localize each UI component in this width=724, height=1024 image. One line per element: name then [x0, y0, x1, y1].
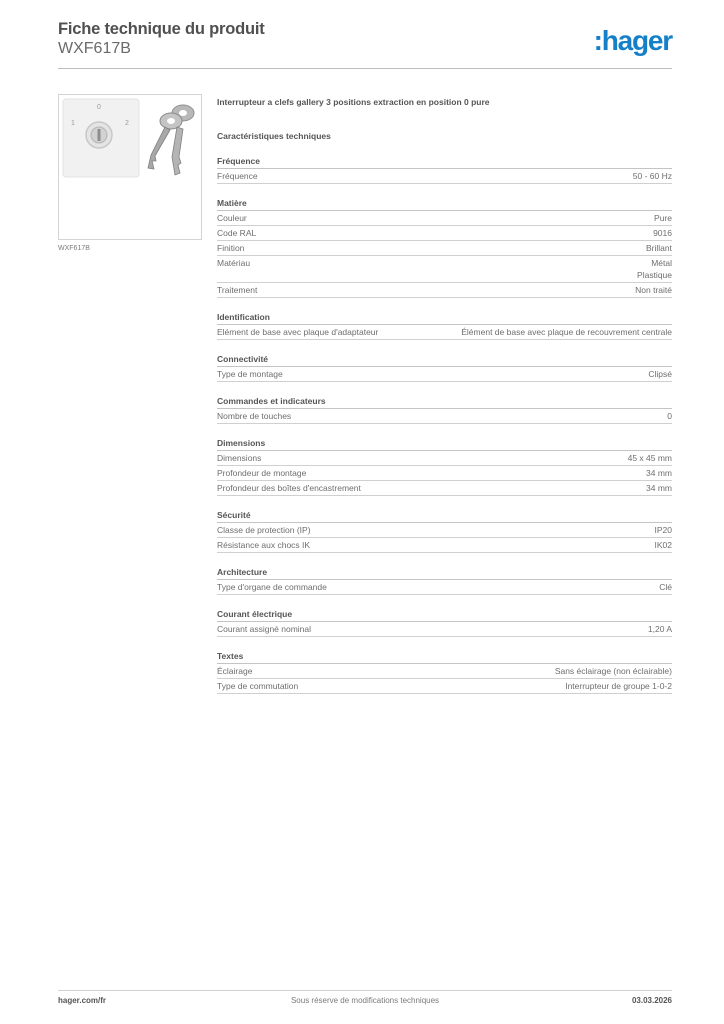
section-title: Fréquence [217, 155, 672, 169]
spec-section [217, 437, 672, 496]
spec-label: Profondeur de montage [217, 468, 307, 478]
spec-values [565, 680, 672, 692]
section-title: Commandes et indicateurs [217, 395, 672, 409]
spec-row [217, 664, 672, 679]
section-title: Textes [217, 650, 672, 664]
spec-section [217, 197, 672, 298]
spec-values [655, 524, 673, 536]
spec-values [648, 368, 672, 380]
spec-row [217, 211, 672, 226]
section-title: Courant électrique [217, 608, 672, 622]
position-mark-1: 1 [71, 120, 75, 127]
spec-value: IK02 [654, 540, 672, 550]
spec-value: Non traité [635, 285, 672, 295]
spec-row [217, 409, 672, 424]
spec-value: 9016 [653, 228, 672, 238]
spec-values [667, 410, 672, 422]
spec-row [217, 523, 672, 538]
spec-label: Couleur [217, 213, 247, 223]
logo-text: :hager [593, 25, 672, 56]
spec-value: 45 x 45 mm [627, 453, 672, 463]
spec-row [217, 283, 672, 298]
spec-values [637, 257, 672, 281]
technical-characteristics-heading: Caractéristiques techniques [217, 131, 331, 141]
spec-row [217, 367, 672, 382]
spec-row [217, 241, 672, 256]
spec-row [217, 256, 672, 283]
spec-label: Traitement [217, 285, 258, 295]
spec-row [217, 226, 672, 241]
spec-values [628, 452, 672, 464]
spec-values [646, 482, 672, 494]
section-title: Dimensions [217, 437, 672, 451]
spec-value: Brillant [646, 243, 672, 253]
spec-label: Courant assigné nominal [217, 624, 312, 634]
spec-section [217, 650, 672, 694]
image-caption: WXF617B [58, 245, 90, 252]
spec-values [633, 170, 672, 182]
spec-label: Profondeur des boîtes d'encastrement [217, 483, 361, 493]
spec-value: Clipsé [648, 369, 672, 379]
spec-value: Clé [659, 582, 672, 592]
section-title: Connectivité [217, 353, 672, 367]
spec-value: Sans éclairage (non éclairable) [554, 666, 672, 676]
spec-values [646, 467, 672, 479]
spec-value: Élément de base avec plaque de recouvrement centrale [461, 327, 672, 337]
page-header [58, 20, 672, 70]
spec-label: Résistance aux chocs IK [217, 540, 311, 550]
spec-label: Finition [217, 243, 245, 253]
footer-divider [58, 990, 672, 991]
spec-value: Plastique [637, 270, 672, 280]
spec-label: Nombre de touches [217, 411, 292, 421]
spec-values [648, 623, 672, 635]
section-title: Architecture [217, 566, 672, 580]
spec-values [654, 212, 672, 224]
spec-label: Type d'organe de commande [217, 582, 327, 592]
footer-date: 03.03.2026 [631, 996, 672, 1005]
spec-values [646, 242, 672, 254]
spec-label: Fréquence [217, 171, 258, 181]
spec-value: Métal [651, 258, 672, 268]
keyhole [98, 129, 101, 141]
position-mark-2: 2 [125, 120, 129, 127]
spec-section [217, 311, 672, 340]
spec-section [217, 566, 672, 595]
spec-row [217, 679, 672, 694]
spec-row [217, 451, 672, 466]
spec-row [217, 580, 672, 595]
product-reference: WXF617B [58, 40, 131, 57]
spec-label: Elément de base avec plaque d'adaptateur [217, 327, 379, 337]
key-switch-illustration [59, 95, 201, 239]
spec-row [217, 325, 672, 340]
spec-label: Classe de protection (IP) [217, 525, 311, 535]
spec-row [217, 481, 672, 496]
section-title: Sécurité [217, 509, 672, 523]
product-description: Interrupteur a clefs gallery 3 positions extraction en position 0 pure [217, 97, 490, 107]
spec-values [659, 581, 672, 593]
spec-section [217, 509, 672, 553]
spec-label: Type de commutation [217, 681, 299, 691]
position-mark-0: 0 [97, 104, 101, 111]
spec-value: 50 - 60 Hz [632, 171, 672, 181]
spec-value: 1,20 A [647, 624, 672, 634]
footer-website: hager.com/fr [58, 996, 107, 1005]
spec-section [217, 353, 672, 382]
spec-row [217, 466, 672, 481]
spec-values [655, 539, 673, 551]
spec-label: Éclairage [217, 666, 253, 676]
spec-label: Code RAL [217, 228, 257, 238]
hager-logo [593, 25, 672, 56]
spec-label: Matériau [217, 258, 251, 268]
spec-sections [217, 155, 672, 694]
section-title: Matière [217, 197, 672, 211]
page-footer [58, 996, 672, 1010]
spec-values [555, 665, 672, 677]
spec-row [217, 622, 672, 637]
page-title: Fiche technique du produit [58, 20, 265, 38]
product-image [58, 94, 202, 240]
spec-value: 34 mm [646, 483, 672, 493]
spec-value: Pure [654, 213, 672, 223]
product-details [217, 96, 672, 694]
spec-value: IP20 [654, 525, 672, 535]
spec-label: Dimensions [217, 453, 262, 463]
keys-icon [148, 105, 194, 175]
footer-notice: Sous réserve de modifications techniques [290, 996, 440, 1005]
spec-value: 0 [667, 411, 672, 421]
spec-values [461, 326, 672, 338]
header-divider [58, 68, 672, 69]
spec-section [217, 608, 672, 637]
section-title: Identification [217, 311, 672, 325]
spec-section [217, 155, 672, 184]
spec-value: Interrupteur de groupe 1-0-2 [565, 681, 672, 691]
spec-value: 34 mm [646, 468, 672, 478]
spec-values [653, 227, 672, 239]
spec-row [217, 538, 672, 553]
spec-row [217, 169, 672, 184]
spec-values [635, 284, 672, 296]
spec-section [217, 395, 672, 424]
spec-label: Type de montage [217, 369, 283, 379]
